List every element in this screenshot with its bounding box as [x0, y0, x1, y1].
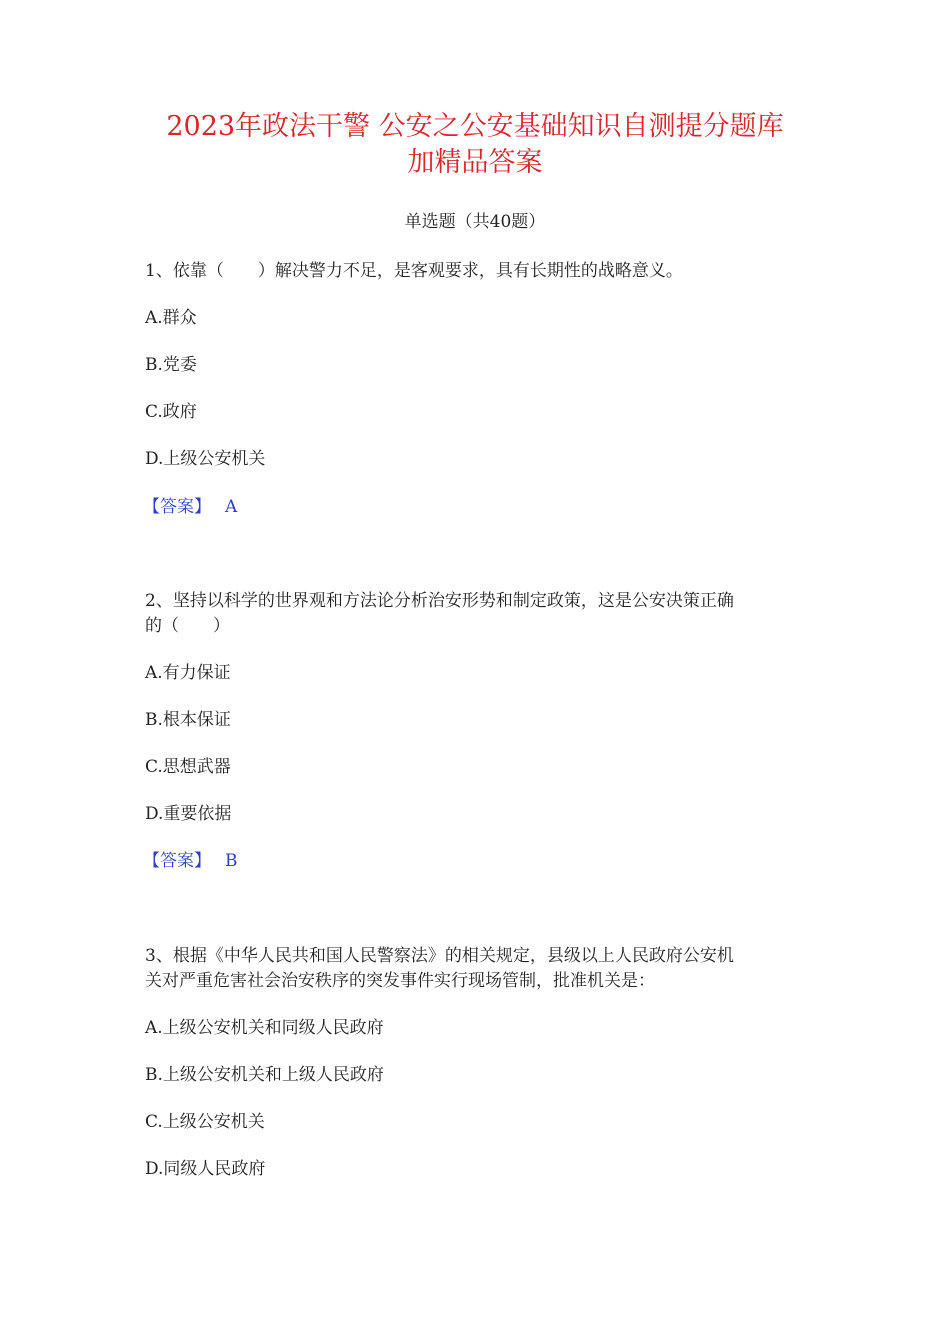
question-1-stem: 1、依靠（ ）解决警力不足，是客观要求，具有长期性的战略意义。: [145, 261, 683, 281]
question-2-option-b: B.根本保证: [145, 710, 231, 730]
question-3-stem-line-1: 3、根据《中华人民共和国人民警察法》的相关规定，县级以上人民政府公安机: [145, 946, 734, 966]
document-title-line-2: 加精品答案: [407, 147, 543, 178]
question-3-option-a: A.上级公安机关和同级人民政府: [145, 1018, 384, 1038]
answer-label: 【答案】: [143, 851, 211, 871]
question-3-stem-line-2: 关对严重危害社会治安秩序的突发事件实行现场管制，批准机关是：: [145, 971, 655, 991]
question-2-option-c: C.思想武器: [145, 757, 231, 777]
question-2-option-a: A.有力保证: [145, 663, 231, 683]
answer-value: B: [225, 851, 238, 871]
section-heading: 单选题（共40题）: [404, 212, 546, 232]
question-1-option-a: A.群众: [145, 308, 197, 328]
question-2-stem-line-1: 2、坚持以科学的世界观和方法论分析治安形势和制定政策，这是公安决策正确: [145, 591, 734, 611]
question-3-option-b: B.上级公安机关和上级人民政府: [145, 1065, 384, 1085]
question-3-option-c: C.上级公安机关: [145, 1112, 265, 1132]
question-1-option-b: B.党委: [145, 355, 197, 375]
question-2-answer: [143, 848, 238, 874]
question-2-stem-line-2: 的（ ）: [145, 616, 230, 636]
answer-label: 【答案】: [143, 497, 211, 517]
question-1-answer: [143, 494, 237, 520]
question-1-option-c: C.政府: [145, 402, 197, 422]
document-title-line-1: 2023年政法干警 公安之公安基础知识自测提分题库: [166, 111, 784, 142]
answer-value: A: [225, 497, 238, 517]
question-3-option-d: D.同级人民政府: [145, 1159, 266, 1179]
question-2-option-d: D.重要依据: [145, 804, 232, 824]
question-1-option-d: D.上级公安机关: [145, 449, 266, 469]
